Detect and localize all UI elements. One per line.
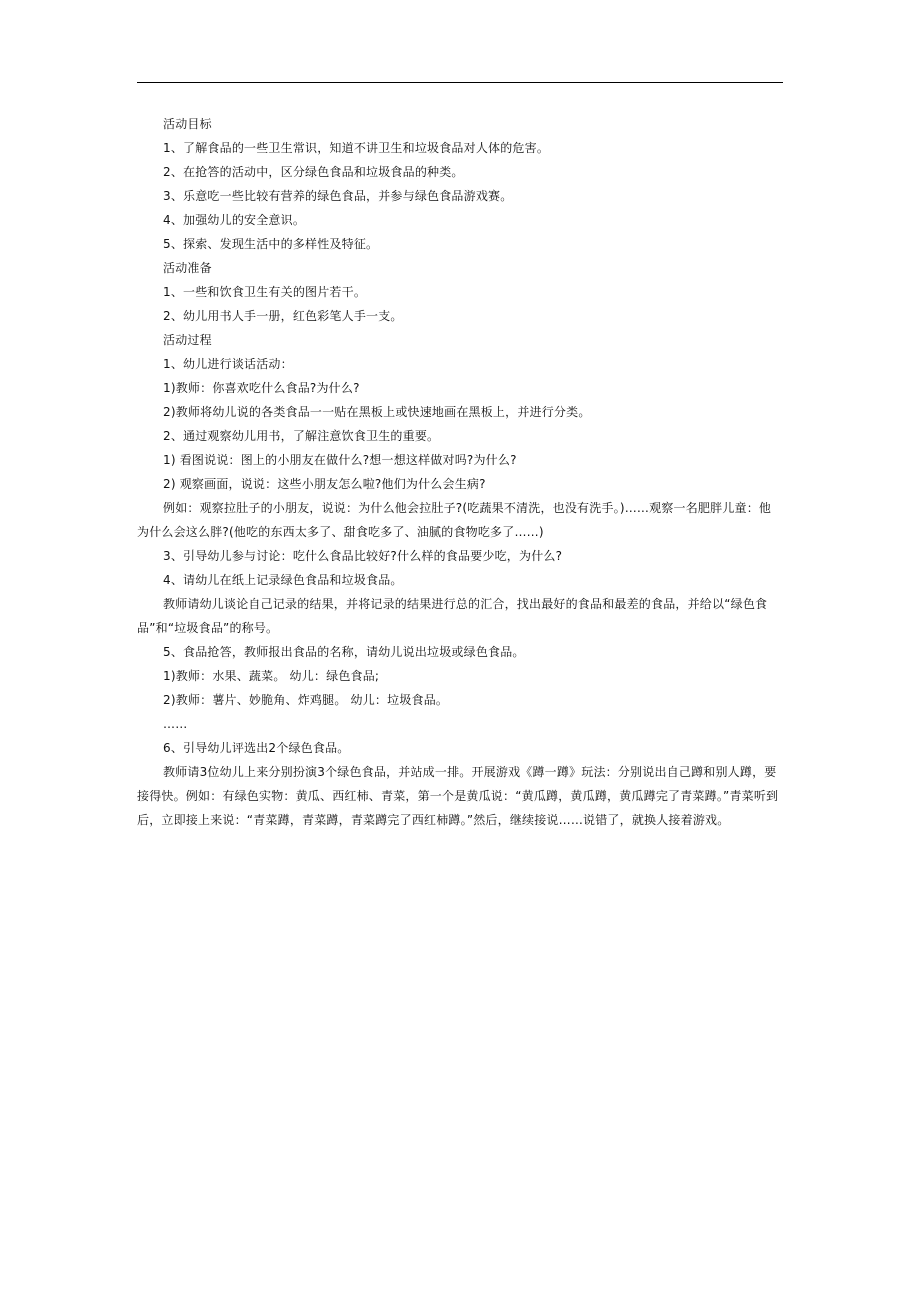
goal-item: 1、了解食品的一些卫生常识，知道不讲卫生和垃圾食品对人体的危害。: [163, 141, 550, 155]
section-heading-preparation: 活动准备: [163, 261, 212, 275]
process-step: 5、食品抢答，教师报出食品的名称，请幼儿说出垃圾或绿色食品。: [163, 645, 525, 659]
process-substep: 2)教师将幼儿说的各类食品一一贴在黑板上或快速地画在黑板上，并进行分类。: [163, 405, 591, 419]
process-step: 1、幼儿进行谈话活动：: [163, 357, 293, 371]
record-paragraph: 教师请幼儿谈论自己记录的结果，并将记录的结果进行总的汇合，找出最好的食品和最差的食品，并给以“绿色食品”和“垃圾食品”的称号。: [137, 597, 768, 635]
process-step: 2、通过观察幼儿用书，了解注意饮食卫生的重要。: [163, 429, 440, 443]
game-paragraph: 教师请3位幼儿上来分别扮演3个绿色食品，并站成一排。开展游戏《蹲一蹲》玩法：分别说出自己蹲和别人蹲，要接得快。例如：有绿色实物：黄瓜、西红柿、青菜，第一个是黄瓜说：“黄瓜蹲，黄瓜蹲，黄瓜蹲完了青菜蹲。”青菜听到后，立即接上来说：“青菜蹲，青菜蹲，青菜蹲完了西红柿蹲。”然后，继续接说……说错了，就换人接着游戏。: [137, 765, 779, 827]
process-substep: 2) 观察画面，说说：这些小朋友怎么啦?他们为什么会生病?: [163, 477, 486, 491]
goal-item: 3、乐意吃一些比较有营养的绿色食品，并参与绿色食品游戏赛。: [163, 189, 513, 203]
process-substep: 1)教师：你喜欢吃什么食品?为什么?: [163, 381, 360, 395]
preparation-item: 2、幼儿用书人手一册，红色彩笔人手一支。: [163, 309, 403, 323]
goal-item: 4、加强幼儿的安全意识。: [163, 213, 306, 227]
process-step: 6、引导幼儿评选出2个绿色食品。: [163, 741, 350, 755]
section-heading-process: 活动过程: [163, 333, 212, 347]
preparation-item: 1、一些和饮食卫生有关的图片若干。: [163, 285, 367, 299]
goal-item: 2、在抢答的活动中，区分绿色食品和垃圾食品的种类。: [163, 165, 464, 179]
ellipsis-line: ……: [163, 717, 188, 731]
process-step: 4、请幼儿在纸上记录绿色食品和垃圾食品。: [163, 573, 403, 587]
process-step: 3、引导幼儿参与讨论：吃什么食品比较好?什么样的食品要少吃，为什么?: [163, 549, 563, 563]
header-rule: [137, 82, 783, 83]
goal-item: 5、探索、发现生活中的多样性及特征。: [163, 237, 379, 251]
document-body: [137, 112, 783, 832]
process-substep: 2)教师：薯片、妙脆角、炸鸡腿。 幼儿：垃圾食品。: [163, 693, 449, 707]
example-paragraph: 例如：观察拉肚子的小朋友，说说：为什么他会拉肚子?(吃蔬果不清洗，也没有洗手。)……观察一名肥胖儿童：他为什么会这么胖?(他吃的东西太多了、甜食吃多了、油腻的食物吃多了……): [137, 501, 772, 539]
process-substep: 1)教师：水果、蔬菜。 幼儿：绿色食品;: [163, 669, 380, 683]
section-heading-goals: 活动目标: [163, 117, 212, 131]
process-substep: 1) 看图说说：图上的小朋友在做什么?想一想这样做对吗?为什么?: [163, 453, 517, 467]
